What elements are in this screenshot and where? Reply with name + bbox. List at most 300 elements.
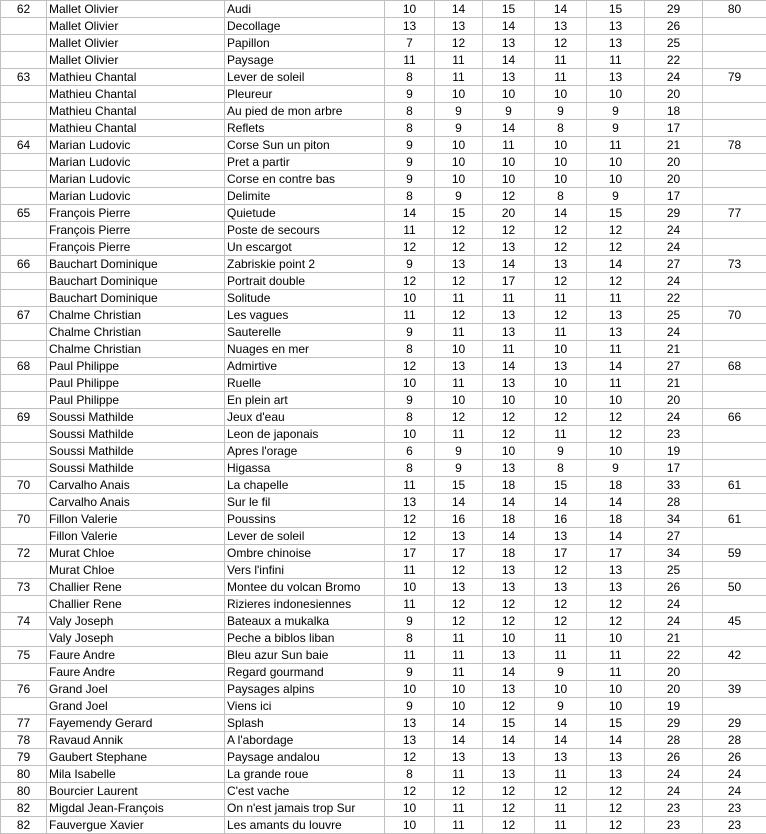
- total-cell[interactable]: 19: [645, 443, 703, 460]
- author-cell[interactable]: Mallet Olivier: [47, 52, 225, 69]
- score5-cell[interactable]: 13: [587, 307, 645, 324]
- author-cell[interactable]: Challier Rene: [47, 596, 225, 613]
- score3-cell[interactable]: 13: [483, 579, 535, 596]
- total-cell[interactable]: 23: [645, 800, 703, 817]
- points-cell[interactable]: [703, 171, 766, 188]
- score3-cell[interactable]: 14: [483, 256, 535, 273]
- score3-cell[interactable]: 12: [483, 409, 535, 426]
- title-cell[interactable]: Reflets: [225, 120, 385, 137]
- points-cell[interactable]: [703, 392, 766, 409]
- score1-cell[interactable]: 6: [385, 443, 435, 460]
- points-cell[interactable]: [703, 222, 766, 239]
- score5-cell[interactable]: 12: [587, 783, 645, 800]
- score1-cell[interactable]: 9: [385, 324, 435, 341]
- score1-cell[interactable]: 8: [385, 630, 435, 647]
- score5-cell[interactable]: 14: [587, 256, 645, 273]
- points-cell[interactable]: [703, 154, 766, 171]
- score2-cell[interactable]: 10: [435, 137, 483, 154]
- score4-cell[interactable]: 12: [535, 783, 587, 800]
- score5-cell[interactable]: 12: [587, 409, 645, 426]
- score1-cell[interactable]: 9: [385, 613, 435, 630]
- author-cell[interactable]: Chalme Christian: [47, 341, 225, 358]
- rank-cell[interactable]: [1, 698, 47, 715]
- total-cell[interactable]: 22: [645, 52, 703, 69]
- score3-cell[interactable]: 11: [483, 137, 535, 154]
- total-cell[interactable]: 19: [645, 698, 703, 715]
- score3-cell[interactable]: 14: [483, 52, 535, 69]
- score4-cell[interactable]: 11: [535, 324, 587, 341]
- author-cell[interactable]: Faure Andre: [47, 647, 225, 664]
- score1-cell[interactable]: 10: [385, 1, 435, 18]
- score3-cell[interactable]: 12: [483, 426, 535, 443]
- score4-cell[interactable]: 14: [535, 205, 587, 222]
- total-cell[interactable]: 24: [645, 783, 703, 800]
- score2-cell[interactable]: 9: [435, 443, 483, 460]
- score3-cell[interactable]: 11: [483, 341, 535, 358]
- author-cell[interactable]: Mallet Olivier: [47, 1, 225, 18]
- score5-cell[interactable]: 10: [587, 681, 645, 698]
- score1-cell[interactable]: 12: [385, 528, 435, 545]
- score3-cell[interactable]: 15: [483, 1, 535, 18]
- score5-cell[interactable]: 10: [587, 86, 645, 103]
- total-cell[interactable]: 17: [645, 460, 703, 477]
- score5-cell[interactable]: 13: [587, 766, 645, 783]
- score2-cell[interactable]: 13: [435, 749, 483, 766]
- score5-cell[interactable]: 9: [587, 460, 645, 477]
- score5-cell[interactable]: 18: [587, 511, 645, 528]
- score5-cell[interactable]: 10: [587, 392, 645, 409]
- score3-cell[interactable]: 13: [483, 766, 535, 783]
- total-cell[interactable]: 22: [645, 647, 703, 664]
- rank-cell[interactable]: 72: [1, 545, 47, 562]
- author-cell[interactable]: Marian Ludovic: [47, 171, 225, 188]
- total-cell[interactable]: 20: [645, 86, 703, 103]
- score1-cell[interactable]: 10: [385, 375, 435, 392]
- rank-cell[interactable]: [1, 18, 47, 35]
- score4-cell[interactable]: 13: [535, 749, 587, 766]
- score3-cell[interactable]: 14: [483, 358, 535, 375]
- score1-cell[interactable]: 10: [385, 817, 435, 834]
- score3-cell[interactable]: 12: [483, 698, 535, 715]
- total-cell[interactable]: 28: [645, 494, 703, 511]
- author-cell[interactable]: Fillon Valerie: [47, 528, 225, 545]
- total-cell[interactable]: 26: [645, 579, 703, 596]
- points-cell[interactable]: [703, 273, 766, 290]
- title-cell[interactable]: Rizieres indonesiennes: [225, 596, 385, 613]
- score2-cell[interactable]: 11: [435, 647, 483, 664]
- score3-cell[interactable]: 12: [483, 596, 535, 613]
- score3-cell[interactable]: 13: [483, 375, 535, 392]
- total-cell[interactable]: 17: [645, 120, 703, 137]
- total-cell[interactable]: 25: [645, 562, 703, 579]
- title-cell[interactable]: Paysages alpins: [225, 681, 385, 698]
- score2-cell[interactable]: 13: [435, 358, 483, 375]
- author-cell[interactable]: Soussi Mathilde: [47, 409, 225, 426]
- points-cell[interactable]: [703, 664, 766, 681]
- score1-cell[interactable]: 10: [385, 426, 435, 443]
- score5-cell[interactable]: 9: [587, 103, 645, 120]
- score2-cell[interactable]: 12: [435, 307, 483, 324]
- score4-cell[interactable]: 11: [535, 69, 587, 86]
- total-cell[interactable]: 23: [645, 426, 703, 443]
- author-cell[interactable]: Chalme Christian: [47, 324, 225, 341]
- points-cell[interactable]: [703, 528, 766, 545]
- score4-cell[interactable]: 11: [535, 630, 587, 647]
- rank-cell[interactable]: 73: [1, 579, 47, 596]
- title-cell[interactable]: A l'abordage: [225, 732, 385, 749]
- points-cell[interactable]: [703, 239, 766, 256]
- title-cell[interactable]: Higassa: [225, 460, 385, 477]
- title-cell[interactable]: Les amants du louvre: [225, 817, 385, 834]
- title-cell[interactable]: Bateaux a mukalka: [225, 613, 385, 630]
- title-cell[interactable]: Au pied de mon arbre: [225, 103, 385, 120]
- score5-cell[interactable]: 9: [587, 188, 645, 205]
- score4-cell[interactable]: 10: [535, 137, 587, 154]
- score1-cell[interactable]: 13: [385, 732, 435, 749]
- points-cell[interactable]: 50: [703, 579, 766, 596]
- score5-cell[interactable]: 9: [587, 120, 645, 137]
- score5-cell[interactable]: 15: [587, 715, 645, 732]
- score5-cell[interactable]: 13: [587, 18, 645, 35]
- score3-cell[interactable]: 12: [483, 817, 535, 834]
- rank-cell[interactable]: 70: [1, 511, 47, 528]
- score2-cell[interactable]: 10: [435, 698, 483, 715]
- title-cell[interactable]: Un escargot: [225, 239, 385, 256]
- title-cell[interactable]: Nuages en mer: [225, 341, 385, 358]
- score3-cell[interactable]: 13: [483, 749, 535, 766]
- author-cell[interactable]: Murat Chloe: [47, 562, 225, 579]
- score2-cell[interactable]: 11: [435, 290, 483, 307]
- score5-cell[interactable]: 10: [587, 698, 645, 715]
- score3-cell[interactable]: 12: [483, 188, 535, 205]
- score4-cell[interactable]: 14: [535, 1, 587, 18]
- rank-cell[interactable]: [1, 443, 47, 460]
- author-cell[interactable]: Faure Andre: [47, 664, 225, 681]
- rank-cell[interactable]: [1, 35, 47, 52]
- points-cell[interactable]: 24: [703, 783, 766, 800]
- score5-cell[interactable]: 12: [587, 239, 645, 256]
- points-cell[interactable]: [703, 426, 766, 443]
- points-cell[interactable]: 23: [703, 800, 766, 817]
- author-cell[interactable]: Soussi Mathilde: [47, 460, 225, 477]
- rank-cell[interactable]: [1, 171, 47, 188]
- score1-cell[interactable]: 17: [385, 545, 435, 562]
- score2-cell[interactable]: 10: [435, 681, 483, 698]
- title-cell[interactable]: Delimite: [225, 188, 385, 205]
- total-cell[interactable]: 23: [645, 817, 703, 834]
- score1-cell[interactable]: 9: [385, 171, 435, 188]
- author-cell[interactable]: Mathieu Chantal: [47, 86, 225, 103]
- title-cell[interactable]: Pleureur: [225, 86, 385, 103]
- score2-cell[interactable]: 12: [435, 783, 483, 800]
- rank-cell[interactable]: 70: [1, 477, 47, 494]
- title-cell[interactable]: Quietude: [225, 205, 385, 222]
- score3-cell[interactable]: 13: [483, 681, 535, 698]
- rank-cell[interactable]: 68: [1, 358, 47, 375]
- total-cell[interactable]: 17: [645, 188, 703, 205]
- score4-cell[interactable]: 11: [535, 647, 587, 664]
- score4-cell[interactable]: 13: [535, 528, 587, 545]
- total-cell[interactable]: 24: [645, 766, 703, 783]
- score5-cell[interactable]: 12: [587, 800, 645, 817]
- score2-cell[interactable]: 11: [435, 766, 483, 783]
- score2-cell[interactable]: 10: [435, 392, 483, 409]
- points-cell[interactable]: [703, 120, 766, 137]
- title-cell[interactable]: Corse en contre bas: [225, 171, 385, 188]
- author-cell[interactable]: Chalme Christian: [47, 307, 225, 324]
- score4-cell[interactable]: 12: [535, 273, 587, 290]
- score1-cell[interactable]: 11: [385, 477, 435, 494]
- score4-cell[interactable]: 13: [535, 358, 587, 375]
- score1-cell[interactable]: 9: [385, 86, 435, 103]
- title-cell[interactable]: Admirtive: [225, 358, 385, 375]
- score1-cell[interactable]: 8: [385, 120, 435, 137]
- score4-cell[interactable]: 8: [535, 460, 587, 477]
- author-cell[interactable]: Paul Philippe: [47, 375, 225, 392]
- title-cell[interactable]: Solitude: [225, 290, 385, 307]
- author-cell[interactable]: Carvalho Anais: [47, 477, 225, 494]
- title-cell[interactable]: Vers l'infini: [225, 562, 385, 579]
- score5-cell[interactable]: 13: [587, 69, 645, 86]
- score1-cell[interactable]: 8: [385, 103, 435, 120]
- rank-cell[interactable]: [1, 375, 47, 392]
- score3-cell[interactable]: 14: [483, 664, 535, 681]
- points-cell[interactable]: [703, 341, 766, 358]
- score1-cell[interactable]: 7: [385, 35, 435, 52]
- score4-cell[interactable]: 12: [535, 239, 587, 256]
- points-cell[interactable]: 61: [703, 511, 766, 528]
- author-cell[interactable]: Mila Isabelle: [47, 766, 225, 783]
- author-cell[interactable]: Fillon Valerie: [47, 511, 225, 528]
- score5-cell[interactable]: 17: [587, 545, 645, 562]
- score4-cell[interactable]: 10: [535, 86, 587, 103]
- points-cell[interactable]: [703, 103, 766, 120]
- author-cell[interactable]: Fayemendy Gerard: [47, 715, 225, 732]
- rank-cell[interactable]: [1, 528, 47, 545]
- score2-cell[interactable]: 11: [435, 800, 483, 817]
- author-cell[interactable]: Mathieu Chantal: [47, 103, 225, 120]
- score3-cell[interactable]: 13: [483, 239, 535, 256]
- score3-cell[interactable]: 11: [483, 290, 535, 307]
- title-cell[interactable]: En plein art: [225, 392, 385, 409]
- score2-cell[interactable]: 11: [435, 664, 483, 681]
- title-cell[interactable]: Apres l'orage: [225, 443, 385, 460]
- score3-cell[interactable]: 13: [483, 307, 535, 324]
- score4-cell[interactable]: 16: [535, 511, 587, 528]
- score4-cell[interactable]: 12: [535, 596, 587, 613]
- score2-cell[interactable]: 14: [435, 732, 483, 749]
- score4-cell[interactable]: 10: [535, 341, 587, 358]
- author-cell[interactable]: Grand Joel: [47, 698, 225, 715]
- score3-cell[interactable]: 13: [483, 647, 535, 664]
- score2-cell[interactable]: 15: [435, 205, 483, 222]
- points-cell[interactable]: [703, 188, 766, 205]
- score3-cell[interactable]: 15: [483, 715, 535, 732]
- title-cell[interactable]: Splash: [225, 715, 385, 732]
- score3-cell[interactable]: 10: [483, 154, 535, 171]
- rank-cell[interactable]: [1, 426, 47, 443]
- total-cell[interactable]: 18: [645, 103, 703, 120]
- score5-cell[interactable]: 14: [587, 494, 645, 511]
- points-cell[interactable]: [703, 86, 766, 103]
- title-cell[interactable]: Lever de soleil: [225, 69, 385, 86]
- total-cell[interactable]: 24: [645, 273, 703, 290]
- author-cell[interactable]: Mallet Olivier: [47, 35, 225, 52]
- points-cell[interactable]: 59: [703, 545, 766, 562]
- score5-cell[interactable]: 14: [587, 528, 645, 545]
- title-cell[interactable]: La chapelle: [225, 477, 385, 494]
- score5-cell[interactable]: 10: [587, 443, 645, 460]
- score5-cell[interactable]: 14: [587, 732, 645, 749]
- score2-cell[interactable]: 10: [435, 86, 483, 103]
- score2-cell[interactable]: 13: [435, 18, 483, 35]
- score3-cell[interactable]: 10: [483, 630, 535, 647]
- score3-cell[interactable]: 9: [483, 103, 535, 120]
- score3-cell[interactable]: 18: [483, 545, 535, 562]
- score4-cell[interactable]: 14: [535, 732, 587, 749]
- author-cell[interactable]: Mallet Olivier: [47, 18, 225, 35]
- score1-cell[interactable]: 11: [385, 596, 435, 613]
- score4-cell[interactable]: 17: [535, 545, 587, 562]
- score4-cell[interactable]: 9: [535, 698, 587, 715]
- points-cell[interactable]: 78: [703, 137, 766, 154]
- rank-cell[interactable]: [1, 630, 47, 647]
- author-cell[interactable]: Soussi Mathilde: [47, 443, 225, 460]
- author-cell[interactable]: François Pierre: [47, 239, 225, 256]
- score5-cell[interactable]: 12: [587, 613, 645, 630]
- score1-cell[interactable]: 11: [385, 562, 435, 579]
- score4-cell[interactable]: 12: [535, 35, 587, 52]
- author-cell[interactable]: Marian Ludovic: [47, 154, 225, 171]
- rank-cell[interactable]: [1, 273, 47, 290]
- score4-cell[interactable]: 9: [535, 443, 587, 460]
- points-cell[interactable]: 24: [703, 766, 766, 783]
- total-cell[interactable]: 27: [645, 528, 703, 545]
- score5-cell[interactable]: 14: [587, 358, 645, 375]
- score4-cell[interactable]: 12: [535, 409, 587, 426]
- score2-cell[interactable]: 15: [435, 477, 483, 494]
- points-cell[interactable]: [703, 494, 766, 511]
- total-cell[interactable]: 25: [645, 35, 703, 52]
- title-cell[interactable]: Jeux d'eau: [225, 409, 385, 426]
- score3-cell[interactable]: 13: [483, 35, 535, 52]
- author-cell[interactable]: Bauchart Dominique: [47, 256, 225, 273]
- rank-cell[interactable]: [1, 86, 47, 103]
- score2-cell[interactable]: 11: [435, 817, 483, 834]
- score2-cell[interactable]: 13: [435, 256, 483, 273]
- score1-cell[interactable]: 12: [385, 511, 435, 528]
- rank-cell[interactable]: 65: [1, 205, 47, 222]
- score2-cell[interactable]: 11: [435, 69, 483, 86]
- score1-cell[interactable]: 11: [385, 647, 435, 664]
- author-cell[interactable]: Bourcier Laurent: [47, 783, 225, 800]
- total-cell[interactable]: 27: [645, 256, 703, 273]
- points-cell[interactable]: 80: [703, 1, 766, 18]
- title-cell[interactable]: Viens ici: [225, 698, 385, 715]
- score3-cell[interactable]: 17: [483, 273, 535, 290]
- total-cell[interactable]: 27: [645, 358, 703, 375]
- title-cell[interactable]: Peche a biblos liban: [225, 630, 385, 647]
- score1-cell[interactable]: 14: [385, 205, 435, 222]
- score5-cell[interactable]: 12: [587, 596, 645, 613]
- total-cell[interactable]: 28: [645, 732, 703, 749]
- title-cell[interactable]: Poste de secours: [225, 222, 385, 239]
- points-cell[interactable]: 23: [703, 817, 766, 834]
- points-cell[interactable]: 42: [703, 647, 766, 664]
- rank-cell[interactable]: 82: [1, 800, 47, 817]
- title-cell[interactable]: Paysage andalou: [225, 749, 385, 766]
- score2-cell[interactable]: 9: [435, 460, 483, 477]
- title-cell[interactable]: Leon de japonais: [225, 426, 385, 443]
- points-cell[interactable]: [703, 630, 766, 647]
- score2-cell[interactable]: 12: [435, 409, 483, 426]
- score3-cell[interactable]: 14: [483, 120, 535, 137]
- points-cell[interactable]: [703, 562, 766, 579]
- score2-cell[interactable]: 11: [435, 375, 483, 392]
- author-cell[interactable]: Mathieu Chantal: [47, 120, 225, 137]
- score2-cell[interactable]: 13: [435, 579, 483, 596]
- score2-cell[interactable]: 12: [435, 596, 483, 613]
- points-cell[interactable]: 61: [703, 477, 766, 494]
- score5-cell[interactable]: 11: [587, 341, 645, 358]
- points-cell[interactable]: 68: [703, 358, 766, 375]
- score5-cell[interactable]: 10: [587, 171, 645, 188]
- score3-cell[interactable]: 14: [483, 18, 535, 35]
- author-cell[interactable]: Valy Joseph: [47, 613, 225, 630]
- score3-cell[interactable]: 12: [483, 800, 535, 817]
- total-cell[interactable]: 24: [645, 239, 703, 256]
- title-cell[interactable]: Les vagues: [225, 307, 385, 324]
- total-cell[interactable]: 24: [645, 324, 703, 341]
- total-cell[interactable]: 20: [645, 171, 703, 188]
- score5-cell[interactable]: 13: [587, 579, 645, 596]
- score5-cell[interactable]: 13: [587, 749, 645, 766]
- score1-cell[interactable]: 11: [385, 307, 435, 324]
- points-cell[interactable]: 45: [703, 613, 766, 630]
- total-cell[interactable]: 34: [645, 511, 703, 528]
- total-cell[interactable]: 33: [645, 477, 703, 494]
- score1-cell[interactable]: 12: [385, 749, 435, 766]
- rank-cell[interactable]: [1, 52, 47, 69]
- points-cell[interactable]: 28: [703, 732, 766, 749]
- author-cell[interactable]: Soussi Mathilde: [47, 426, 225, 443]
- score4-cell[interactable]: 12: [535, 613, 587, 630]
- author-cell[interactable]: Bauchart Dominique: [47, 273, 225, 290]
- score1-cell[interactable]: 10: [385, 579, 435, 596]
- title-cell[interactable]: Pret a partir: [225, 154, 385, 171]
- score2-cell[interactable]: 13: [435, 528, 483, 545]
- rank-cell[interactable]: 77: [1, 715, 47, 732]
- score3-cell[interactable]: 20: [483, 205, 535, 222]
- total-cell[interactable]: 24: [645, 409, 703, 426]
- author-cell[interactable]: Ravaud Annik: [47, 732, 225, 749]
- title-cell[interactable]: Bleu azur Sun baie: [225, 647, 385, 664]
- total-cell[interactable]: 21: [645, 630, 703, 647]
- score2-cell[interactable]: 12: [435, 239, 483, 256]
- score4-cell[interactable]: 12: [535, 307, 587, 324]
- score2-cell[interactable]: 10: [435, 154, 483, 171]
- score1-cell[interactable]: 13: [385, 715, 435, 732]
- score1-cell[interactable]: 13: [385, 18, 435, 35]
- title-cell[interactable]: On n'est jamais trop Sur: [225, 800, 385, 817]
- rank-cell[interactable]: 63: [1, 69, 47, 86]
- title-cell[interactable]: Ruelle: [225, 375, 385, 392]
- total-cell[interactable]: 20: [645, 664, 703, 681]
- title-cell[interactable]: La grande roue: [225, 766, 385, 783]
- title-cell[interactable]: Lever de soleil: [225, 528, 385, 545]
- score2-cell[interactable]: 11: [435, 630, 483, 647]
- score4-cell[interactable]: 10: [535, 375, 587, 392]
